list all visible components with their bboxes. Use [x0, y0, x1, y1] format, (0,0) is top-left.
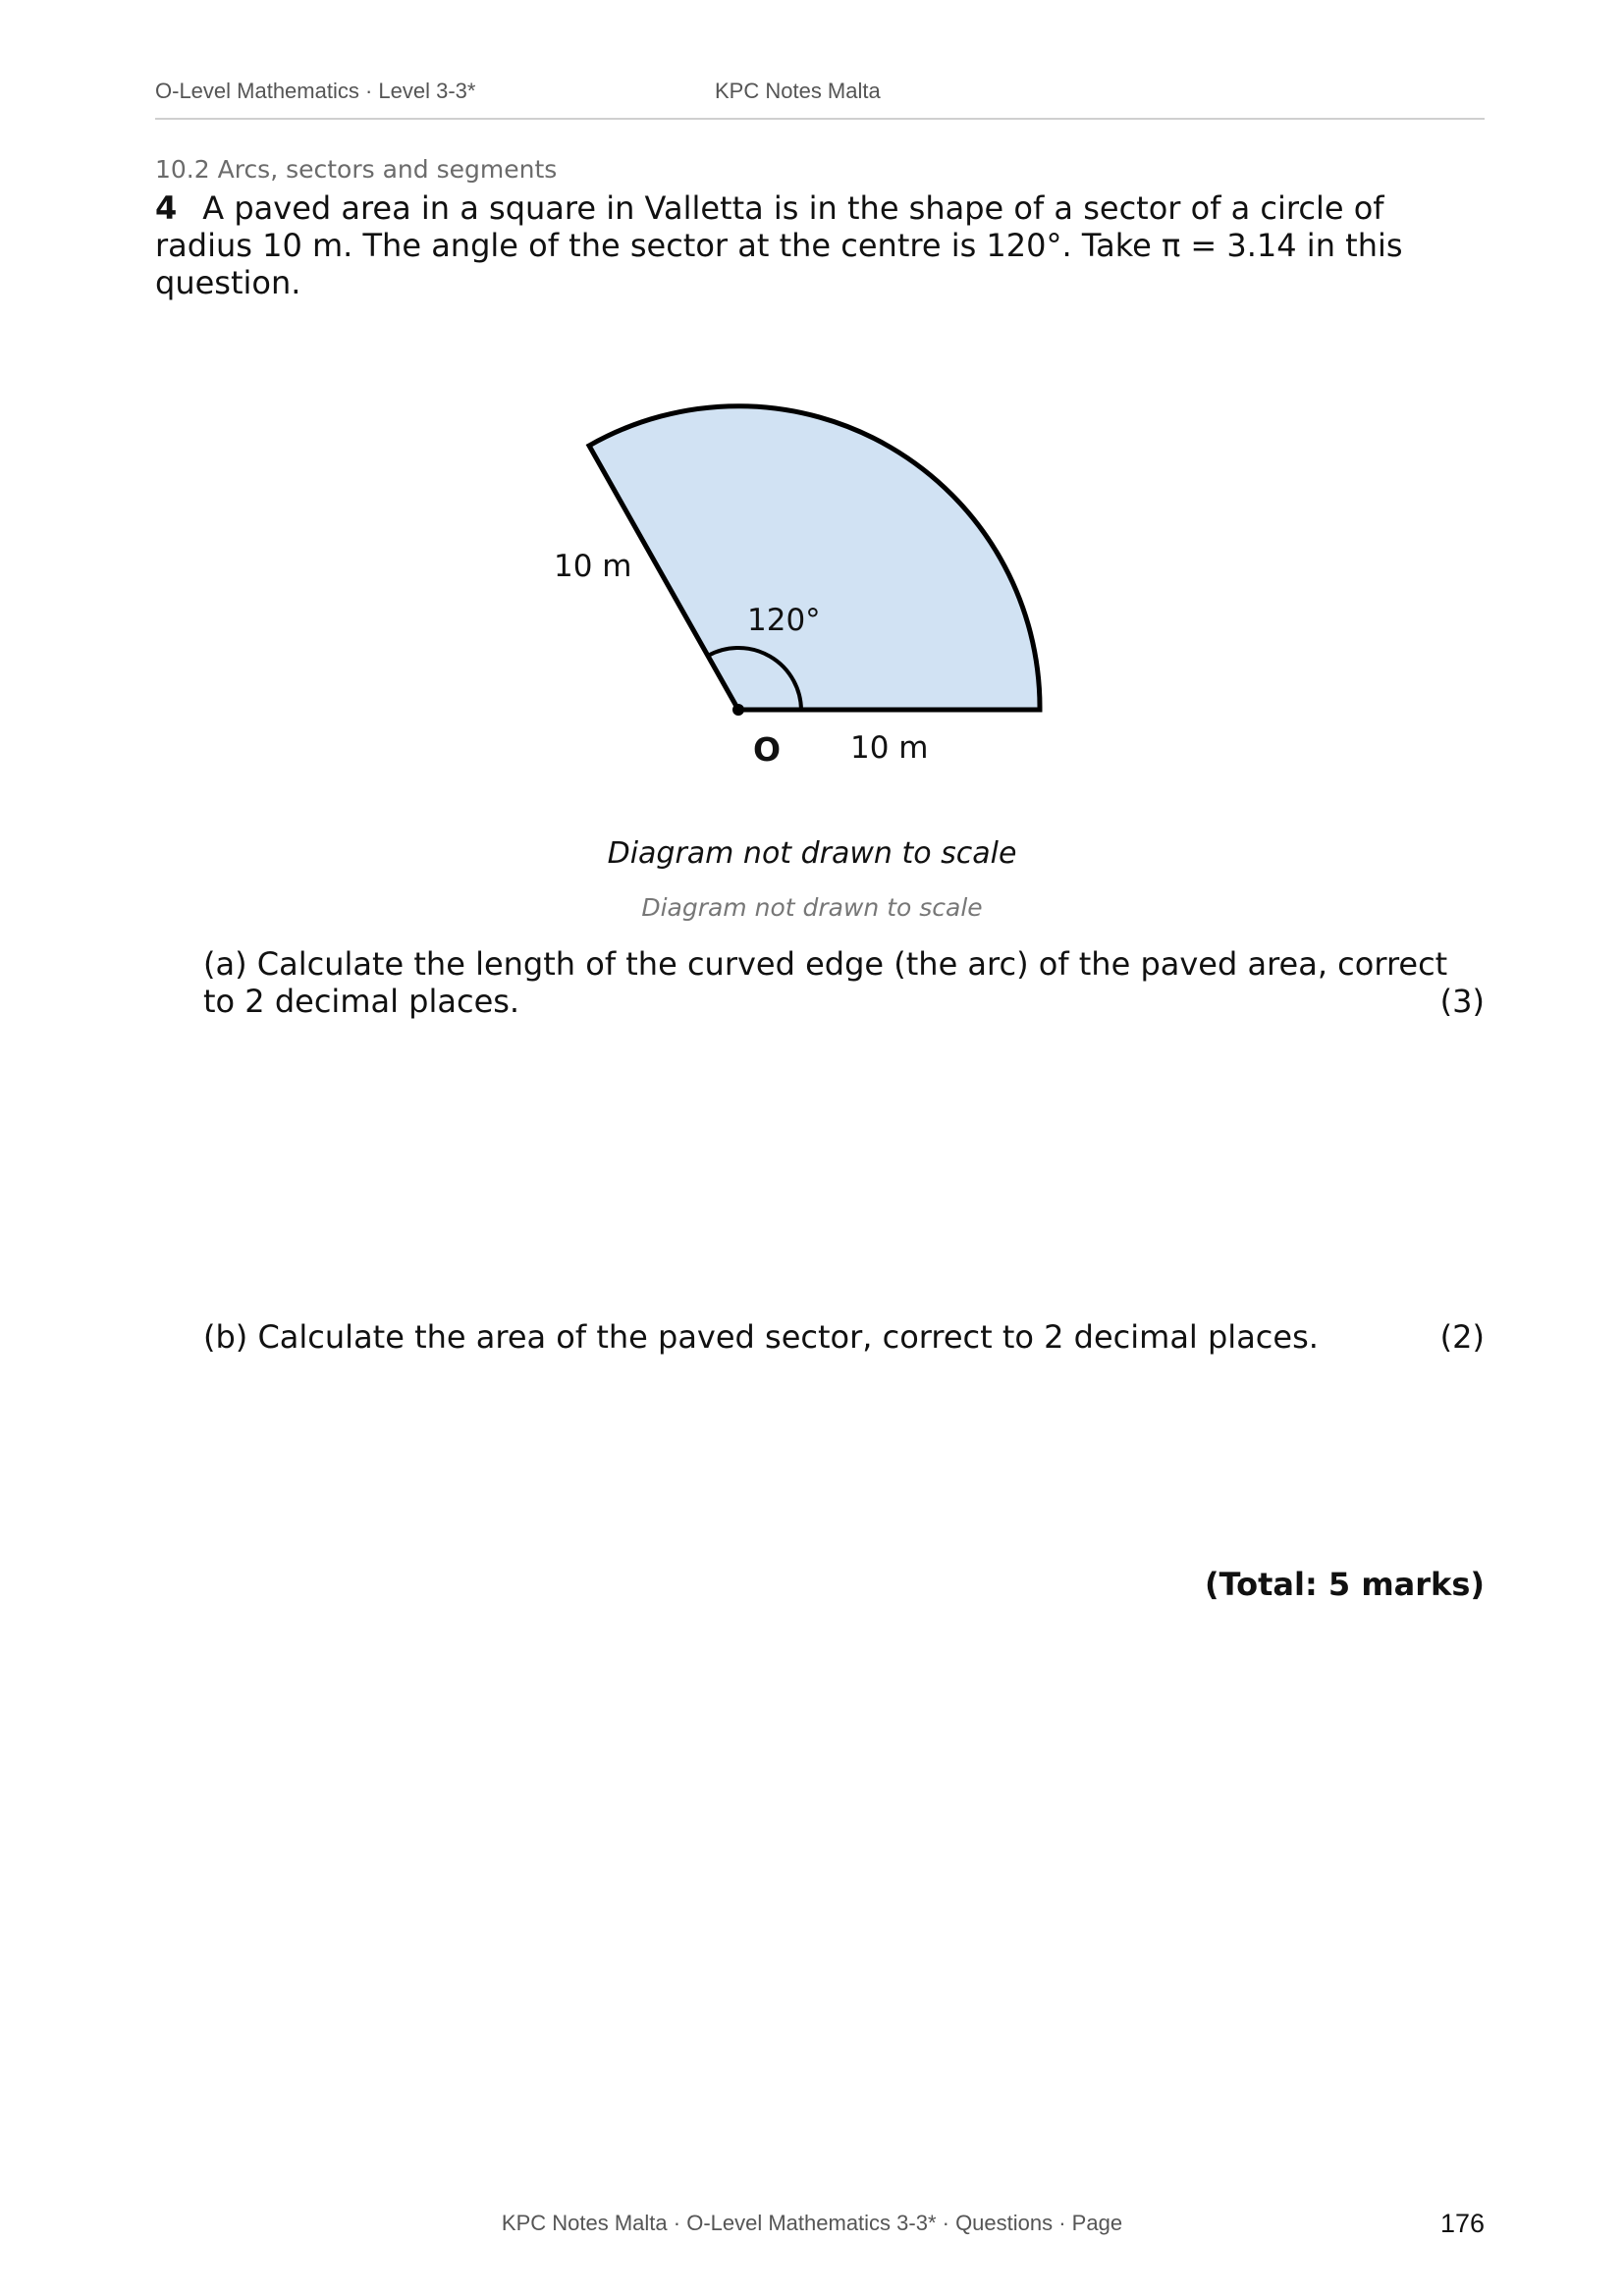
- question-number: 4: [155, 189, 178, 227]
- question-text: A paved area in a square in Valletta is in the shape of a sector of a circle of radius 10 m. The angle of the sector at the centre is 120°. Take π = 3.14 in this question.: [155, 189, 1403, 301]
- part-b-text: (b) Calculate the area of the paved sector, correct to 2 decimal places.: [203, 1318, 1319, 1356]
- angle-label: 120°: [747, 603, 821, 638]
- centre-label: O: [753, 730, 782, 769]
- page-footer: KPC Notes Malta · O-Level Mathematics 3-3* · Questions · Page: [501, 2211, 1123, 2235]
- section-title: 10.2 Arcs, sectors and segments: [155, 155, 558, 184]
- question-part-a: [203, 945, 1485, 1020]
- sector-shape: [589, 406, 1040, 710]
- part-a-marks: (3): [1439, 983, 1485, 1020]
- part-b-marks: (2): [1439, 1318, 1485, 1356]
- diagram-caption: Diagram not drawn to scale: [607, 836, 1017, 871]
- sector-diagram: [511, 373, 1100, 785]
- header-course-title: O-Level Mathematics · Level 3-3*: [155, 79, 476, 103]
- part-a-text: (a) Calculate the length of the curved edge (the arc) of the paved area, correct to 2 decimal places.: [203, 945, 1448, 1020]
- question-stem: [155, 189, 1485, 301]
- radius-label-bottom: 10 m: [850, 730, 929, 766]
- radius-label-left: 10 m: [554, 549, 632, 584]
- question-part-b: [203, 1318, 1485, 1356]
- total-marks: (Total: 5 marks): [1204, 1566, 1485, 1603]
- page-header: [155, 75, 1485, 120]
- page-number: 176: [1439, 2209, 1485, 2238]
- header-publisher: KPC Notes Malta: [715, 79, 881, 103]
- diagram-caption-secondary: Diagram not drawn to scale: [641, 893, 983, 922]
- centre-point: [732, 704, 744, 716]
